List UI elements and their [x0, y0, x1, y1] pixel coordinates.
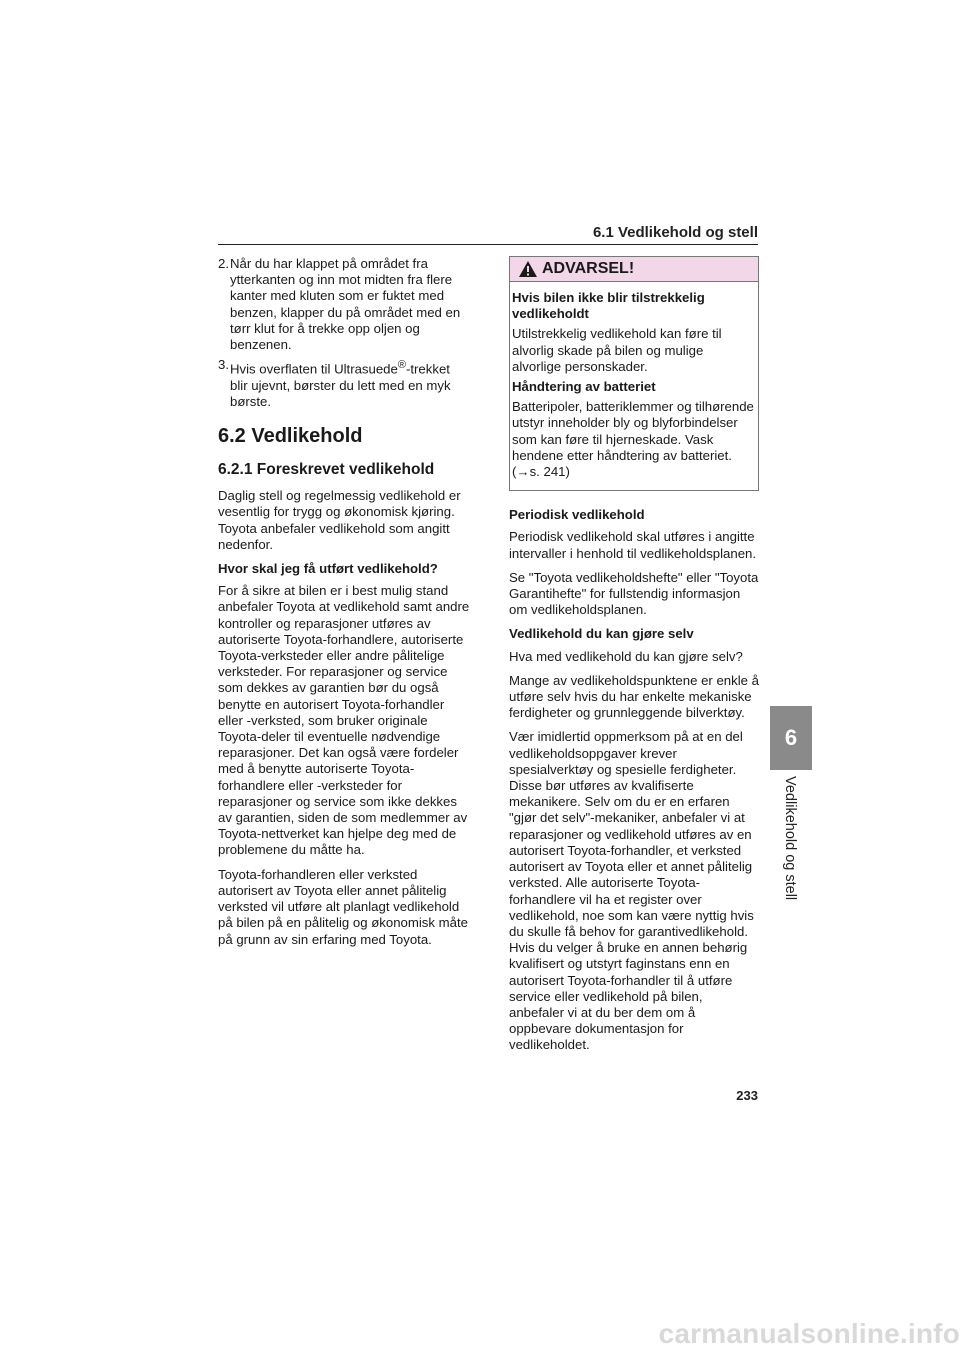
paragraph: Hva med vedlikehold du kan gjøre selv? [509, 648, 743, 664]
paragraph: Se "Toyota vedlikeholdshefte" eller "Toyota Garantihefte" for fullstendig informasjon om vedlikeholdsplanen. [509, 569, 759, 618]
header-rule [218, 244, 758, 245]
list-number: 2. [218, 256, 229, 271]
chapter-label-text: Vedlikehold og stell [782, 776, 798, 901]
warning-body [510, 282, 758, 490]
numbered-list [218, 256, 470, 410]
warning-subheading: Håndtering av batteriet [512, 379, 656, 395]
question-heading: Hvor skal jeg få utført vedlikehold? [218, 561, 438, 577]
left-column [218, 256, 470, 956]
paragraph: Mange av vedlikeholdspunktene er enkle å utføre selv hvis du har enkelte mekaniske ferdigheter og grunnleggende bilverktøy. [509, 672, 759, 721]
warning-text: Batteripoler, batteriklemmer og tilhørende utstyr inneholder bly og blyforbindelser som kan føre til hjerneskade. Vask hendene etter håndtering av batteriet. (→s. 241) [512, 399, 754, 480]
intro-paragraph: Daglig stell og regelmessig vedlikehold er vesentlig for trygg og økonomisk kjøring. Toyota anbefaler vedlikehold som angitt nedenfor. [218, 488, 461, 552]
registered-mark: ® [397, 359, 406, 372]
list-text: Når du har klappet på området fra ytterkanten og inn mot midten fra flere kanter med kluten som er fuktet med benzen, klapper du på området med en tørr klut for å trekke opp oljen og benzenen. [230, 256, 461, 353]
watermark: carmanualsonline.info [658, 1318, 960, 1349]
paragraph: Periodisk vedlikehold skal utføres i angitte intervaller i henhold til vedlikeholdsplanen. [509, 529, 757, 561]
warning-text: Utilstrekkelig vedlikehold kan føre til alvorlig skade på bilen og mulige alvorlige personskader. [512, 326, 722, 374]
list-text-post: -trekket blir ujevnt, børster du lett med en myk børste. [230, 361, 451, 410]
chapter-tab: 6 [770, 706, 812, 770]
warning-title: ADVARSEL! [542, 259, 635, 277]
section-heading: 6.2 Vedlikehold [218, 425, 363, 448]
right-column [509, 256, 759, 1062]
running-header: 6.1 Vedlikehold og stell [592, 224, 758, 241]
warning-icon [518, 260, 538, 278]
self-maintenance-heading: Vedlikehold du kan gjøre selv [509, 626, 694, 642]
list-item [218, 256, 470, 353]
chapter-label [770, 776, 812, 906]
paragraph: Toyota-forhandleren eller verksted autorisert av Toyota eller annet pålitelig verksted vil utføre alt planlagt vedlikehold på bilen på en pålitelig og økonomisk måte på grunn av sin erfaring med Toyota. [218, 866, 468, 947]
warning-box [509, 256, 759, 491]
list-text-pre: Hvis overflaten til Ultrasuede [230, 361, 398, 377]
subsection-heading: 6.2.1 Foreskrevet vedlikehold [218, 461, 435, 479]
list-item [218, 357, 470, 410]
warning-subheading: Hvis bilen ikke blir tilstrekkelig vedlikeholdt [512, 290, 705, 322]
paragraph: Vær imidlertid oppmerksom på at en del vedlikeholdsoppgaver krever spesialverktøy og spesielle ferdigheter. Disse bør utføres av kvalifiserte mekanikere. Selv om du er en erfaren "gjør det selv"-mekaniker, anbefaler vi at reparasjoner og vedlikehold utføres av en autorisert Toyota-forhandler, et verksted autorisert av Toyota eller et annet pålitelig verksted. Alle autoriserte Toyota-forhandlere vil ha et register over vedlikehold, noe som kan være nyttig hvis du skulle få behov for garantivedlikehold. Hvis du velger å bruke en annen behørig kvalifisert og utstyrt faginstans enn en autorisert Toyota-forhandler til å utføre service eller vedlikehold på bilen, anbefaler vi at du ber dem om å oppbevare dokumentasjon for vedlikeholdet. [509, 729, 754, 1053]
list-text [228, 357, 470, 410]
paragraph: For å sikre at bilen er i best mulig stand anbefaler Toyota at vedlikehold samt andre kontroller og reparasjoner utføres av autoriserte Toyota-forhandlere, autoriserte Toyota-verksteder eller andre pålitelige verksteder. For reparasjoner og service som dekkes av garantien bør du også benytte en autorisert Toyota-forhandler eller -verksted, som bruker originale Toyota-deler til eventuelle nødvendige reparasjoner. Det kan også være fordeler med å benytte autoriserte Toyota-forhandlere eller -verksteder for reparasjoner og service som ikke dekkes av garantien, siden de som medlemmer av Toyota-nettverket kan hjelpe deg med de problemene du måtte ha. [218, 583, 470, 858]
list-number: 3. [218, 357, 229, 373]
periodic-heading: Periodisk vedlikehold [509, 507, 645, 523]
page-number: 233 [736, 1088, 758, 1103]
warning-title-bar [510, 257, 758, 282]
